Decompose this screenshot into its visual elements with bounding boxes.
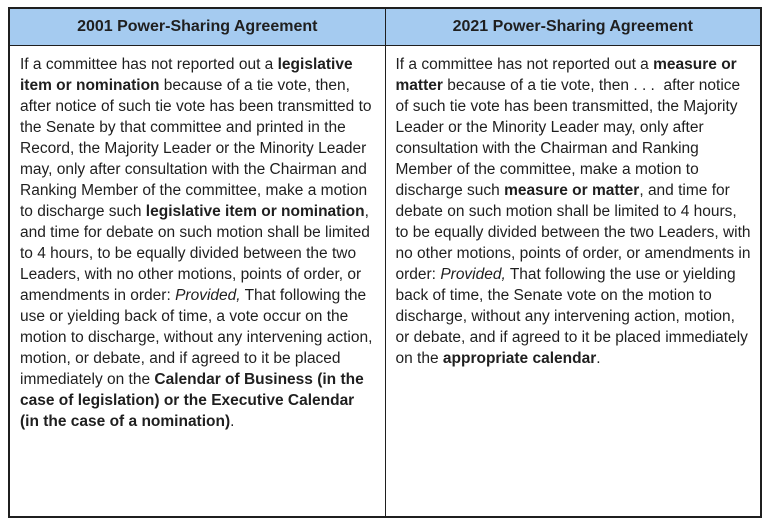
cell-2021-agreement-text: [385, 46, 761, 518]
column-header-2021-agreement: 2021 Power-Sharing Agreement: [385, 8, 761, 46]
table-body: [9, 46, 761, 518]
agreement-text-2021: If a committee has not reported out a measure or matter because of a tie vote, then . . . after notice of such tie vote has been transmitted, the Majority Leader or the Minority Leader may, only after consultation with the Chairman and Ranking Member of the committee, make a motion to discharge such measure or matter, and time for debate on such motion shall be limited to 4 hours, to be equally divided between the two Leaders, with no other motions, points of order, or amendments in order: Provided, That following the use or yielding back of time, the Senate vote on the motion to discharge, without any intervening action, motion, or debate, and if agreed to it be placed immediately on the appropriate calendar.: [395, 56, 755, 367]
agreement-text-2001: If a committee has not reported out a legislative item or nomination because of a tie vote, then, after notice of such tie vote has been transmitted to the Senate by that committee and printed in the Record, the Majority Leader or the Minority Leader may, only after consultation with the Chairman and Ranking Member of the committee, make a motion to discharge such legislative item or nomination, and time for debate on such motion shall be limited to 4 hours, to be equally divided between the two Leaders, with no other motions, points of order, or amendments in order: Provided, That following the use or yielding back of time, a vote occur on the motion to discharge, without any intervening action, motion, or debate, and if agreed to it be placed immediately on the Calendar of Business (in the case of legislation) or the Executive Calendar (in the case of a nomination).: [20, 56, 377, 430]
column-header-2001-agreement: 2001 Power-Sharing Agreement: [9, 8, 385, 46]
comparison-table: [8, 7, 762, 518]
table-header-row: [9, 8, 761, 46]
cell-2001-agreement-text: [9, 46, 385, 518]
table-row: [9, 46, 761, 518]
